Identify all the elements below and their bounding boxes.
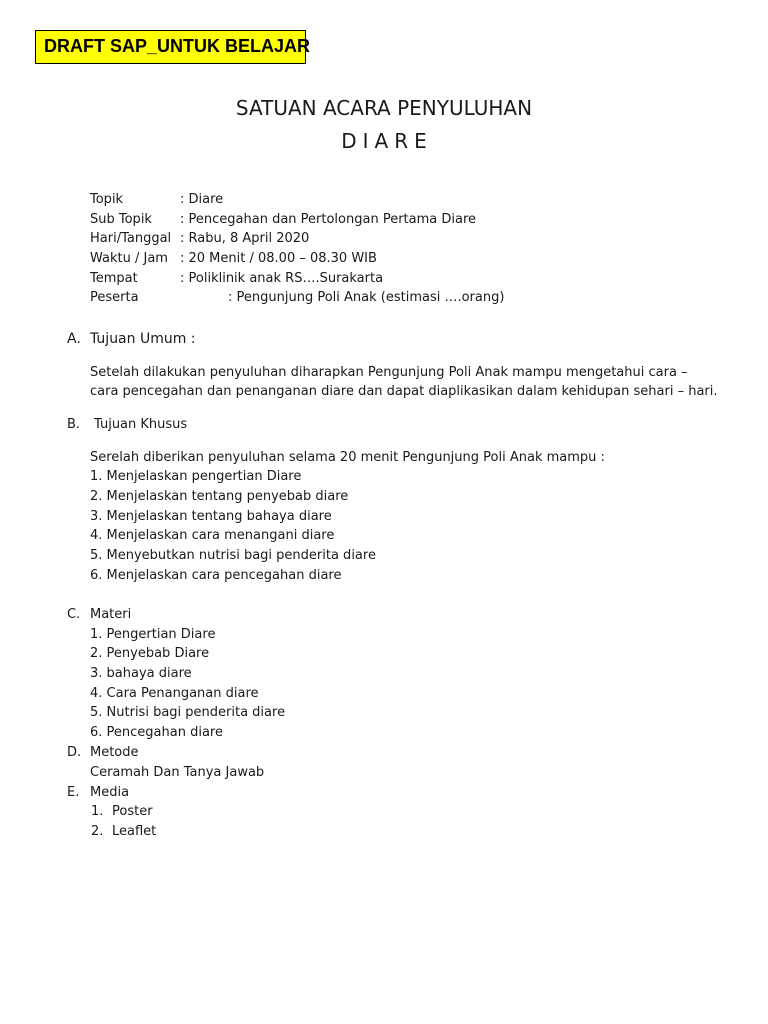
info-label-peserta: Peserta [90, 290, 139, 305]
section-d-letter: D. [67, 745, 82, 760]
section-a-text-line1: Setelah dilakukan penyuluhan diharapkan Pengunjung Poli Anak mampu mengetahui cara – [90, 365, 688, 380]
info-label-topik: Topik [90, 192, 124, 207]
document-title: SATUAN ACARA PENYULUHAN [235, 96, 533, 120]
section-c-title: Materi [90, 607, 132, 622]
list-item: 3. Menjelaskan tentang bahaya diare [90, 509, 332, 524]
section-a-text-line2: cara pencegahan dan penanganan diare dan dapat diaplikasikan dalam kehidupan sehari – hari. [90, 384, 718, 399]
list-item-number: 1. [91, 804, 104, 819]
info-label-tempat: Tempat [90, 271, 138, 286]
draft-badge: DRAFT SAP_UNTUK BELAJAR [35, 30, 306, 64]
info-value-tempat: : Poliklinik anak RS….Surakarta [180, 271, 384, 286]
info-value-sub-topik: : Pencegahan dan Pertolongan Pertama Diare [180, 212, 477, 227]
list-item: 5. Nutrisi bagi penderita diare [90, 705, 286, 720]
section-b-letter: B. [67, 417, 81, 432]
list-item: 6. Menjelaskan cara pencegahan diare [90, 568, 342, 583]
section-d-title: Metode [90, 745, 139, 760]
list-item: 4. Cara Penanganan diare [90, 686, 259, 701]
info-label-hari-tanggal: Hari/Tanggal [90, 231, 172, 246]
section-d-text: Ceramah Dan Tanya Jawab [90, 765, 265, 780]
list-item: 1. Pengertian Diare [90, 627, 216, 642]
info-value-waktu: : 20 Menit / 08.00 – 08.30 WIB [180, 251, 377, 266]
list-item: Poster [112, 804, 153, 819]
list-item: 3. bahaya diare [90, 666, 192, 681]
section-a-title: Tujuan Umum : [90, 331, 196, 347]
section-e-title: Media [90, 785, 130, 800]
section-b-title: Tujuan Khusus [94, 417, 188, 432]
info-label-waktu: Waktu / Jam [90, 251, 168, 266]
list-item: 4. Menjelaskan cara menangani diare [90, 528, 335, 543]
info-value-topik: : Diare [180, 192, 224, 207]
list-item-number: 2. [91, 824, 104, 839]
section-c-letter: C. [67, 607, 81, 622]
section-e-letter: E. [67, 785, 80, 800]
section-a-letter: A. [67, 331, 81, 347]
list-item: 5. Menyebutkan nutrisi bagi penderita diare [90, 548, 376, 563]
info-value-hari-tanggal: : Rabu, 8 April 2020 [180, 231, 310, 246]
info-label-sub-topik: Sub Topik [90, 212, 152, 227]
list-item: Leaflet [112, 824, 157, 839]
list-item: 2. Penyebab Diare [90, 646, 210, 661]
list-item: 1. Menjelaskan pengertian Diare [90, 469, 302, 484]
list-item: 2. Menjelaskan tentang penyebab diare [90, 489, 349, 504]
list-item: 6. Pencegahan diare [90, 725, 223, 740]
section-b-intro: Serelah diberikan penyuluhan selama 20 menit Pengunjung Poli Anak mampu : [90, 450, 605, 465]
document-subtitle: DIARE [341, 129, 433, 153]
info-value-peserta: : Pengunjung Poli Anak (estimasi ….orang) [228, 290, 505, 305]
